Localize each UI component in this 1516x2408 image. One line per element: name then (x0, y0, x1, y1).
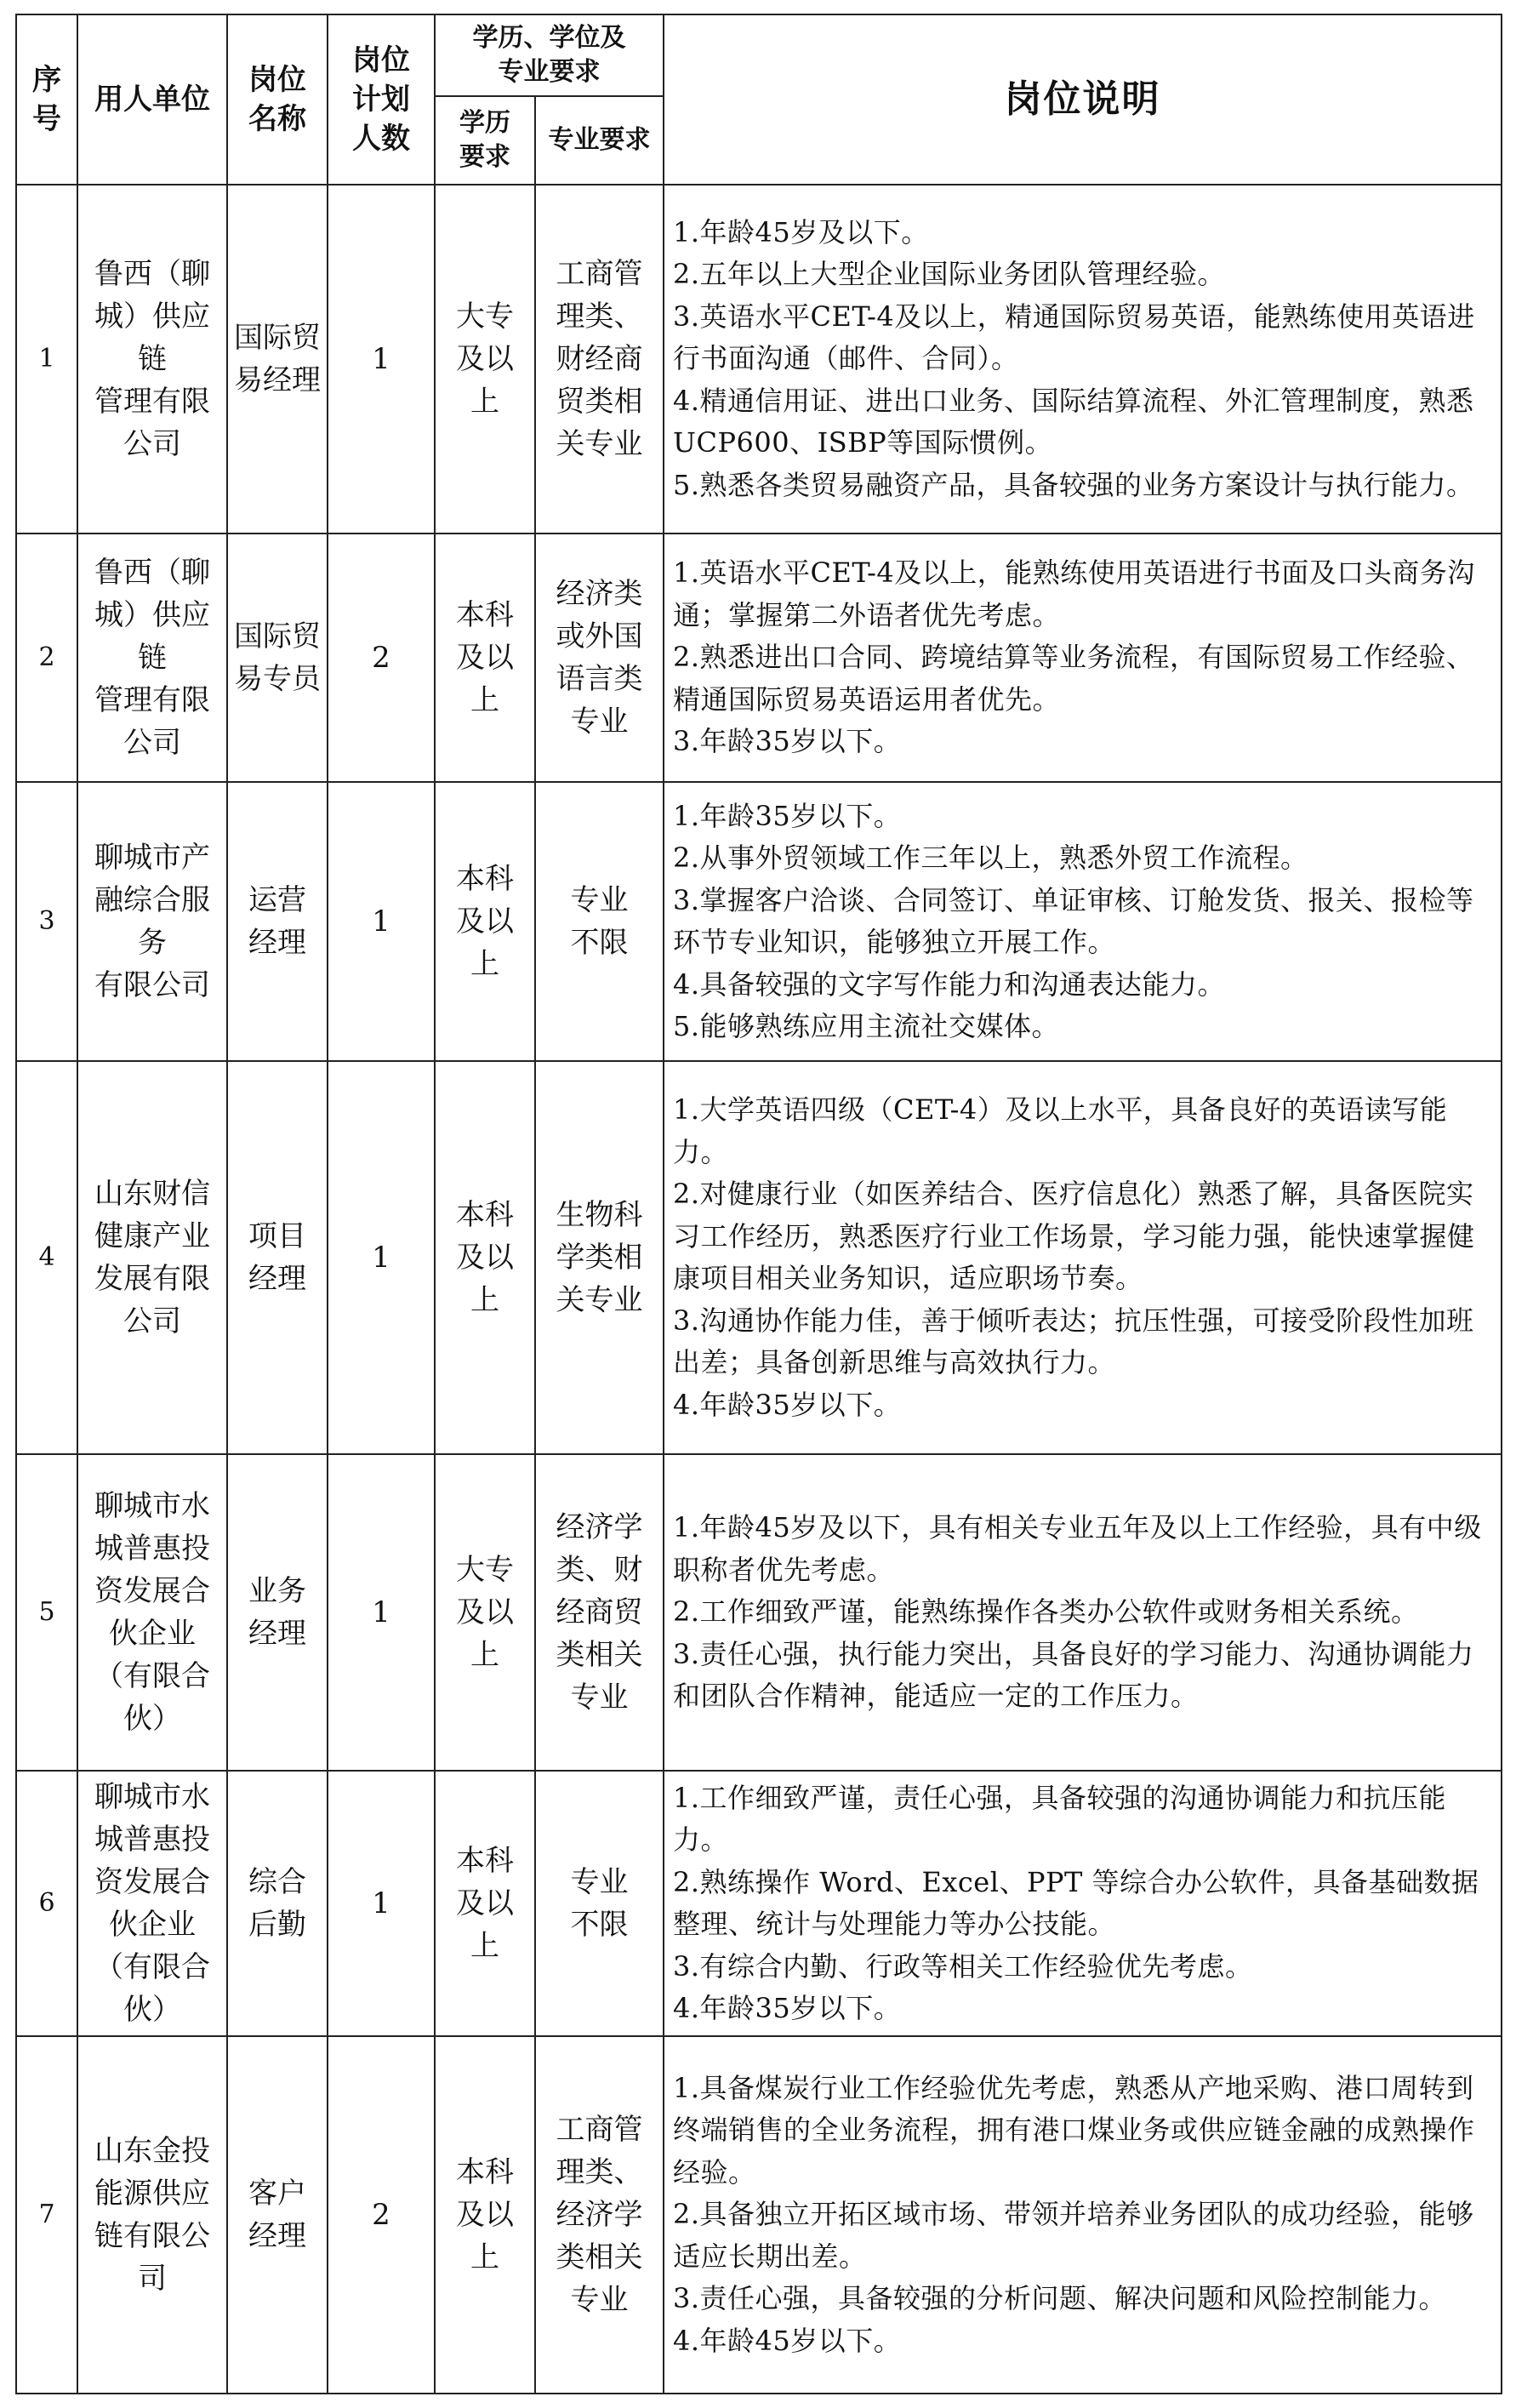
row-description (664, 1454, 1502, 1771)
row-position: 国际贸 易专员 (227, 534, 328, 782)
row-count: 1 (328, 185, 435, 534)
header-desc: 岗位说明 (664, 14, 1502, 185)
description-item: 1.具备煤炭行业工作经验优先考虑，熟悉从产地采购、港口周转到终端销售的全业务流程，拥有港口煤业务或供应链金融的成熟操作经验。 (673, 2071, 1475, 2188)
table-row (16, 782, 1502, 1061)
description-item: 4.年龄35岁以下。 (673, 1992, 902, 2024)
header-position: 岗位 名称 (227, 14, 328, 185)
row-education: 本科 及以 上 (435, 534, 535, 782)
description-item: 1.年龄45岁及以下。 (673, 215, 929, 248)
row-count: 2 (328, 2036, 435, 2394)
description-item: 4.年龄35岁以下。 (673, 1388, 902, 1421)
row-index: 2 (16, 534, 77, 782)
header-index: 序 号 (16, 14, 77, 185)
row-major: 工商管 理类、 财经商 贸类相 关专业 (535, 185, 664, 534)
description-item: 4.精通信用证、进出口业务、国际结算流程、外汇管理制度，熟悉UCP600、ISBP等国际惯例。 (673, 384, 1474, 459)
description-item: 1.大学英语四级（CET-4）及以上水平，具备良好的英语读写能力。 (673, 1093, 1448, 1168)
row-count: 1 (328, 1061, 435, 1454)
table-row (16, 1771, 1502, 2036)
table-row (16, 1061, 1502, 1454)
description-item: 3.有综合内勤、行政等相关工作经验优先考虑。 (673, 1949, 1253, 1983)
header-unit: 用人单位 (77, 14, 227, 185)
row-major: 专业 不限 (535, 782, 664, 1061)
header-edu: 学历 要求 (435, 96, 535, 185)
description-item: 1.英语水平CET-4及以上，能熟练使用英语进行书面及口头商务沟通；掌握第二外语者优先考虑。 (673, 556, 1475, 631)
description-item: 1.年龄35岁以下。 (673, 799, 902, 832)
row-index: 5 (16, 1454, 77, 1771)
recruitment-table (15, 14, 1502, 2394)
description-item: 2.五年以上大型企业国际业务团队管理经验。 (673, 258, 1226, 291)
row-position: 客户 经理 (227, 2036, 328, 2394)
row-index: 6 (16, 1771, 77, 2036)
row-education: 大专 及以 上 (435, 1454, 535, 1771)
description-item: 3.责任心强，执行能力突出，具备良好的学习能力、沟通协调能力和团队合作精神，能适应一定的工作压力。 (673, 1637, 1474, 1713)
row-education: 本科 及以 上 (435, 2036, 535, 2394)
row-description (664, 534, 1502, 782)
description-item: 1.工作细致严谨，责任心强，具备较强的沟通协调能力和抗压能力。 (673, 1781, 1447, 1856)
row-description (664, 2036, 1502, 2394)
description-item: 2.熟练操作 Word、Excel、PPT 等综合办公软件，具备基础数据整理、统计与处理能力等办公技能。 (673, 1865, 1479, 1940)
table-row (16, 2036, 1502, 2394)
row-count: 1 (328, 1771, 435, 2036)
row-education: 本科 及以 上 (435, 1771, 535, 2036)
table-row (16, 534, 1502, 782)
row-position: 业务 经理 (227, 1454, 328, 1771)
description-item: 4.具备较强的文字写作能力和沟通表达能力。 (673, 967, 1226, 1001)
description-item: 3.掌握客户洽谈、合同签订、单证审核、订舱发货、报关、报检等环节专业知识，能够独立开展工作。 (673, 883, 1474, 958)
row-unit: 鲁西（聊 城）供应 链 管理有限 公司 (77, 534, 227, 782)
row-count: 2 (328, 534, 435, 782)
row-unit: 聊城市产 融综合服 务 有限公司 (77, 782, 227, 1061)
row-position: 项目 经理 (227, 1061, 328, 1454)
description-item: 2.对健康行业（如医养结合、医疗信息化）熟悉了解，具备医院实习工作经历，熟悉医疗行业工作场景，学习能力强，能快速掌握健康项目相关业务知识，适应职场节奏。 (673, 1178, 1475, 1294)
row-education: 本科 及以 上 (435, 1061, 535, 1454)
row-education: 大专 及以 上 (435, 185, 535, 534)
description-item: 3.沟通协作能力佳，善于倾听表达；抗压性强，可接受阶段性加班出差；具备创新思维与高效执行力。 (673, 1304, 1474, 1378)
row-unit: 山东金投 能源供应 链有限公 司 (77, 2036, 227, 2394)
row-description (664, 1061, 1502, 1454)
description-item: 2.具备独立开拓区域市场、带领并培养业务团队的成功经验，能够适应长期出差。 (673, 2198, 1474, 2273)
description-item: 1.年龄45岁及以下，具有相关专业五年及以上工作经验，具有中级职称者优先考虑。 (673, 1511, 1482, 1586)
description-item: 2.熟悉进出口合同、跨境结算等业务流程，有国际贸易工作经验、精通国际贸易英语运用者优先。 (673, 641, 1474, 716)
row-major: 工商管 理类、 经济学 类相关 专业 (535, 2036, 664, 2394)
row-count: 1 (328, 782, 435, 1061)
header-major: 专业要求 (535, 96, 664, 185)
description-item: 5.能够熟练应用主流社交媒体。 (673, 1010, 1060, 1042)
row-index: 7 (16, 2036, 77, 2394)
row-major: 经济类 或外国 语言类 专业 (535, 534, 664, 782)
row-unit: 聊城市水 城普惠投 资发展合 伙企业 （有限合 伙） (77, 1454, 227, 1771)
table-row (16, 1454, 1502, 1771)
description-item: 3.年龄35岁以下。 (673, 725, 902, 758)
row-unit: 聊城市水 城普惠投 资发展合 伙企业 （有限合 伙） (77, 1771, 227, 2036)
row-major: 专业 不限 (535, 1771, 664, 2036)
row-index: 4 (16, 1061, 77, 1454)
header-count: 岗位 计划 人数 (328, 14, 435, 185)
row-index: 1 (16, 185, 77, 534)
description-item: 2.从事外贸领域工作三年以上，熟悉外贸工作流程。 (673, 842, 1308, 874)
description-item: 5.熟悉各类贸易融资产品，具备较强的业务方案设计与执行能力。 (673, 468, 1474, 501)
row-major: 经济学 类、财 经商贸 类相关 专业 (535, 1454, 664, 1771)
row-position: 国际贸 易经理 (227, 185, 328, 534)
table-row (16, 185, 1502, 534)
row-position: 运营 经理 (227, 782, 328, 1061)
row-position: 综合 后勤 (227, 1771, 328, 2036)
description-item: 2.工作细致严谨，能熟练操作各类办公软件或财务相关系统。 (673, 1595, 1419, 1629)
row-major: 生物科 学类相 关专业 (535, 1061, 664, 1454)
row-index: 3 (16, 782, 77, 1061)
row-unit: 山东财信 健康产业 发展有限 公司 (77, 1061, 227, 1454)
row-education: 本科 及以 上 (435, 782, 535, 1061)
description-item: 3.英语水平CET-4及以上，精通国际贸易英语，能熟练使用英语进行书面沟通（邮件、合同）。 (673, 300, 1475, 375)
row-unit: 鲁西（聊 城）供应 链 管理有限 公司 (77, 185, 227, 534)
row-description (664, 1771, 1502, 2036)
row-description (664, 185, 1502, 534)
row-count: 1 (328, 1454, 435, 1771)
description-item: 3.责任心强，具备较强的分析问题、解决问题和风险控制能力。 (673, 2282, 1447, 2315)
description-item: 4.年龄45岁以下。 (673, 2324, 902, 2357)
row-description (664, 782, 1502, 1061)
header-edu-group: 学历、学位及 专业要求 (435, 14, 664, 96)
